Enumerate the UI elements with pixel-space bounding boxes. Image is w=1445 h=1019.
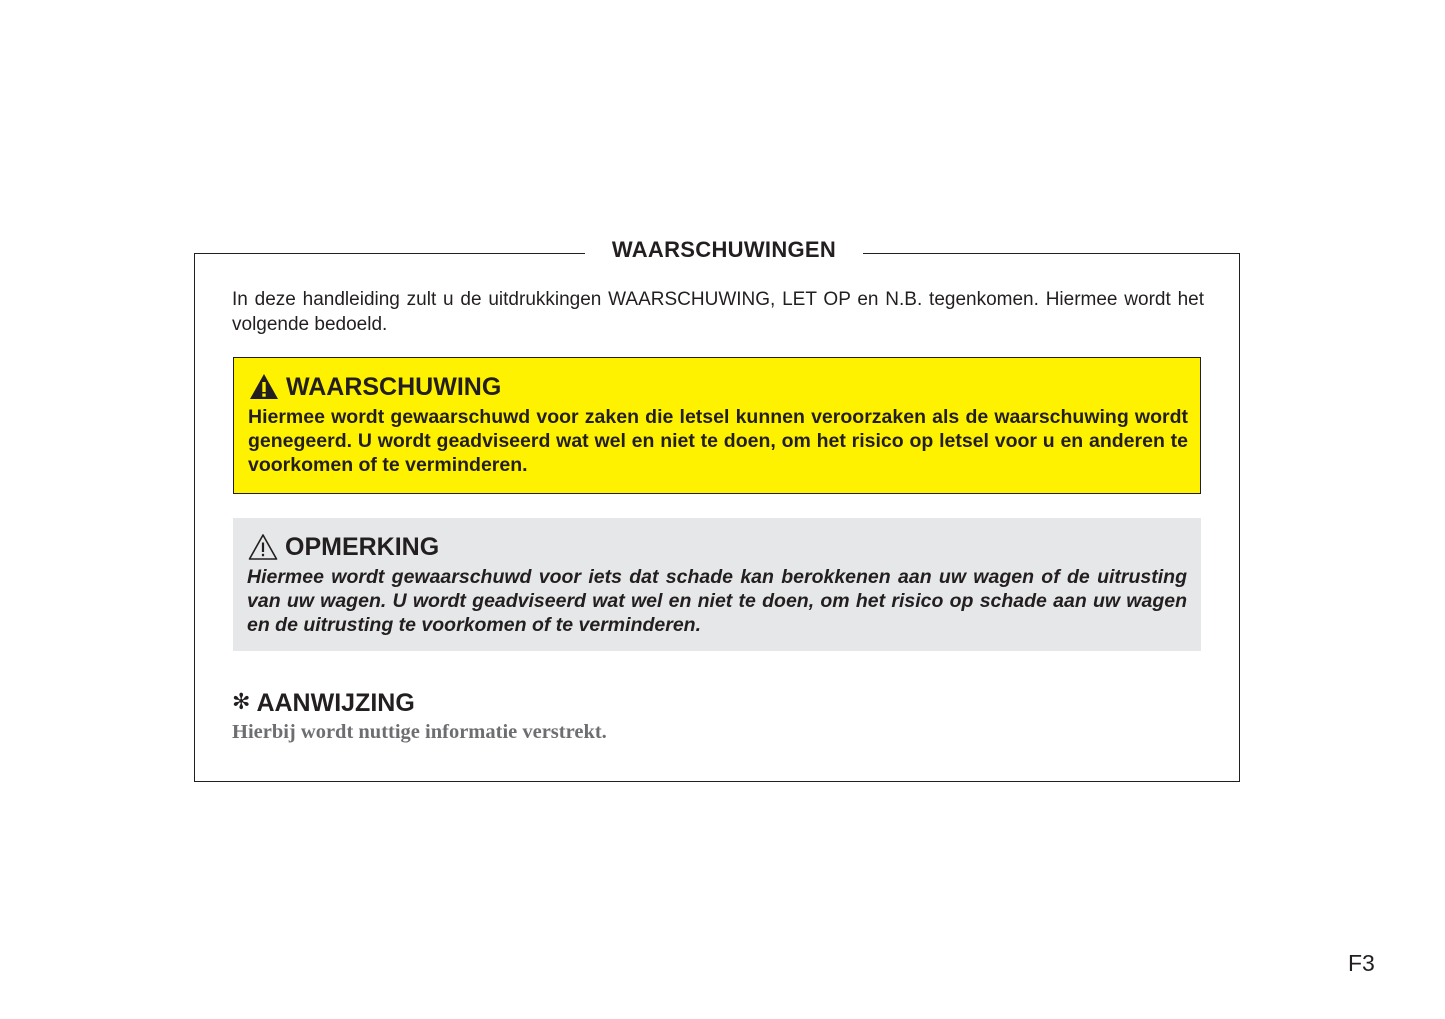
warning-box [233, 357, 1201, 494]
notice-box [233, 518, 1201, 651]
tip-heading-text: AANWIJZING [256, 689, 415, 717]
warning-heading-text: WAARSCHUWING [286, 373, 502, 401]
notice-heading [247, 532, 439, 562]
warning-triangle-filled-icon [248, 372, 280, 402]
frame-title: WAARSCHUWINGEN [585, 234, 863, 266]
page-number: F3 [1348, 950, 1375, 976]
tip-body: Hierbij wordt nuttige informatie verstrekt. [232, 721, 607, 743]
warning-triangle-outline-icon [247, 532, 279, 562]
intro-paragraph: In deze handleiding zult u de uitdrukkingen WAARSCHUWING, LET OP en N.B. tegenkomen. Hiermee wordt het volgende bedoeld. [232, 289, 1204, 335]
notice-heading-text: OPMERKING [285, 533, 440, 561]
tip-heading [232, 688, 415, 718]
asterisk-icon: ✻ [232, 690, 251, 715]
warning-body: Hiermee wordt gewaarschuwd voor zaken die letsel kunnen veroorzaken als de waarschuwing wordt genegeerd. U wordt geadviseerd wat wel en niet te doen, om het risico op letsel voor u en anderen te voorkomen of te verminderen. [248, 406, 1188, 476]
warning-heading [248, 372, 501, 402]
notice-body: Hiermee wordt gewaarschuwd voor iets dat schade kan berokkenen aan uw wagen of de uitrusting van uw wagen. U wordt geadviseerd wat wel en niet te doen, om het risico op schade aan uw wagen en de uitrusting te voorkomen of te verminderen. [247, 566, 1187, 636]
